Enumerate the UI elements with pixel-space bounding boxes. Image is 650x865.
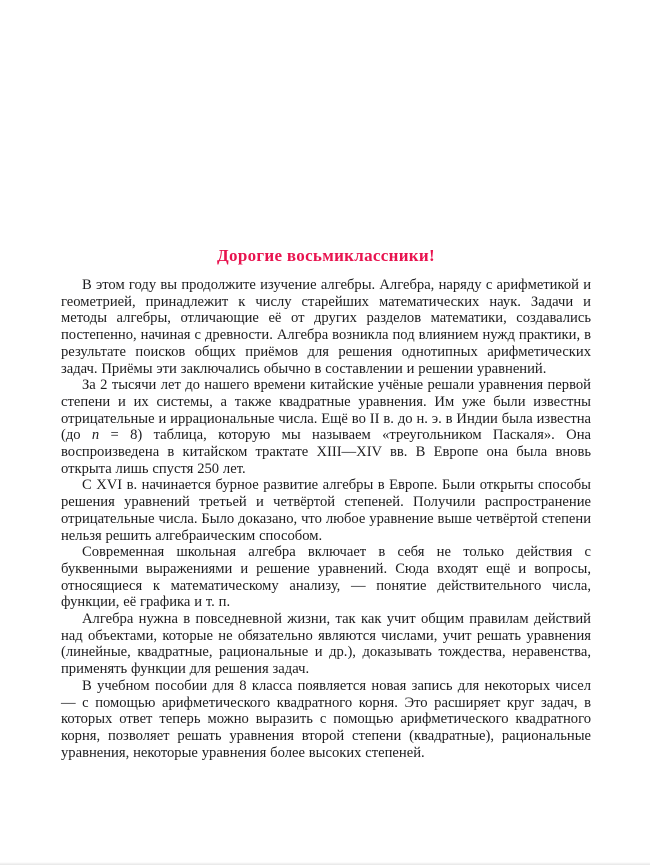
page-title: Дорогие восьмиклассники!: [217, 246, 435, 265]
paragraph-history-ancient: [61, 377, 591, 477]
paragraph-grade8-course: В учебном пособии для 8 класса появляется новая запись для некоторых чисел — с помощью арифметического квадратного корня. Это расширяет круг задач, в которых ответ теперь можно выразить с помощью арифметического квадратного корня, позволяет решать уравнения второй степени (квадратные), рациональные уравнения, некоторые уравнения более высоких степеней.: [61, 677, 591, 761]
paragraph-history-ancient-text-post: = 8) таблица, которую мы называем «треугольником Паскаля». Она воспроизведена в китайском трактате XIII—XIV вв. В Европе она была вновь открыта лишь спустя 250 лет.: [61, 427, 591, 477]
math-variable-n: n: [91, 427, 100, 444]
paragraph-history-europe: С XVI в. начинается бурное развитие алгебры в Европе. Были открыты способы решения уравнений третьей и четвёртой степеней. Получили распространение отрицательные числа. Было доказано, что любое уравнение выше четвёртой степени нельзя решить алгебраическим способом.: [61, 477, 591, 544]
paragraph-intro: В этом году вы продолжите изучение алгебры. Алгебра, наряду с арифметикой и геометрией, принадлежит к числу старейших математических наук. Задачи и методы алгебры, отличающие её от других разделов математики, создавались постепенно, начиная с древности. Алгебра возникла под влиянием нужд практики, в результате поисков общих приёмов для решения однотипных арифметических задач. Приёмы эти заключались обычно в составлении и решении уравнений.: [61, 277, 591, 377]
paragraph-modern-algebra: Современная школьная алгебра включает в себя не только действия с буквенными выражениями и решение уравнений. Сюда входят ещё и вопросы, относящиеся к математическому анализу, — понятие действительного числа, функции, её графика и т. п.: [61, 544, 591, 611]
text-block: [61, 277, 591, 761]
paragraph-history-ancient-text-pre: За 2 тысячи лет до нашего времени китайские учёные решали уравнения первой степени и их системы, а также квадратные уравнения. Им уже были известны отрицательные и иррациональные числа. Ещё во II в. до н. э. в Индии была известна (до: [61, 377, 591, 444]
paragraph-everyday-life: Алгебра нужна в повседневной жизни, так как учит общим правилам действий над объектами, которые не обязательно являются числами, учит решать уравнения (линейные, квадратные, рациональные и др.), доказывать тождества, неравенства, применять функции для решения задач.: [61, 611, 591, 678]
